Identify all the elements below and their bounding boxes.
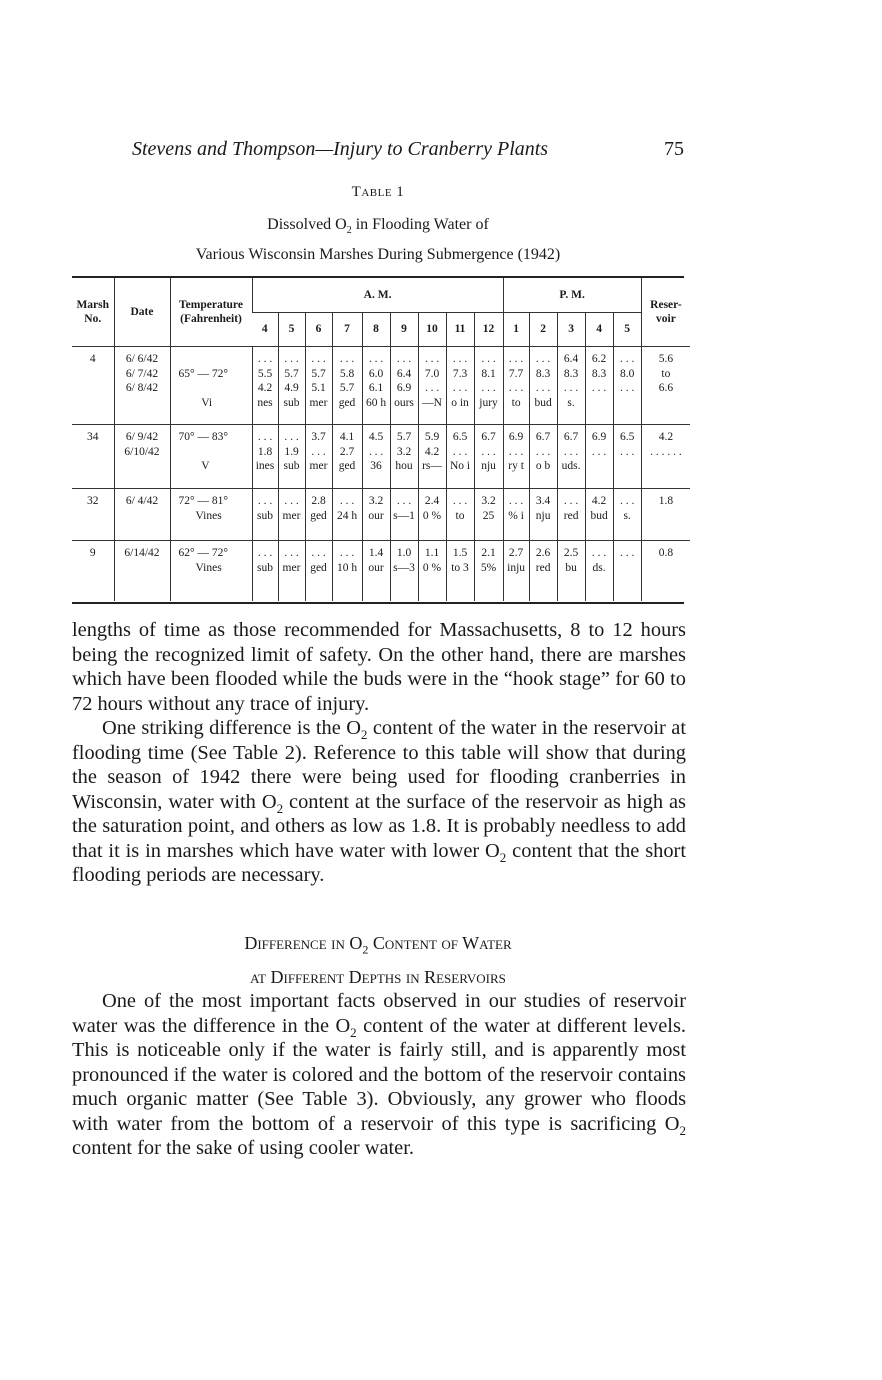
header-reservoir: Reser- voir xyxy=(641,278,690,347)
header-hour: 4 xyxy=(252,313,278,347)
caption-subscript: 2 xyxy=(346,225,352,237)
text-run: One striking difference is the O xyxy=(102,717,361,739)
oxygen-value-cell: 1.1 0 % xyxy=(418,541,446,601)
caption-text: Dissolved O xyxy=(267,216,347,233)
oxygen-value-cell: . . . 24 h xyxy=(332,489,362,541)
oxygen-value-cell: . . . sub xyxy=(252,541,278,601)
section-heading xyxy=(72,930,684,991)
oxygen-value-cell: . . . sub xyxy=(252,489,278,541)
heading-line-2: at Different Depths in Reservoirs xyxy=(250,966,506,987)
oxygen-value-cell: . . . 1.9 sub xyxy=(278,425,305,489)
temperature-cell: 70° — 83° V xyxy=(170,425,252,489)
table-row xyxy=(72,425,690,489)
oxygen-value-cell: 6.2 8.3 . . . xyxy=(585,347,613,425)
data-table xyxy=(72,278,690,601)
oxygen-value-cell: 2.5 bu xyxy=(557,541,585,601)
reservoir-cell: 1.8 xyxy=(641,489,690,541)
oxygen-value-cell: 3.7 . . . mer xyxy=(305,425,332,489)
date-cell: 6/ 6/42 6/ 7/42 6/ 8/42 xyxy=(114,347,170,425)
reservoir-cell: 4.2 . . . . . . xyxy=(641,425,690,489)
header-pm: P. M. xyxy=(503,278,641,313)
body-paragraph-3 xyxy=(72,989,686,1161)
oxygen-value-cell: . . . s—1 xyxy=(390,489,418,541)
oxygen-value-cell: 4.1 2.7 ged xyxy=(332,425,362,489)
oxygen-value-cell: 6.5 . . . xyxy=(613,425,641,489)
header-hour: 5 xyxy=(613,313,641,347)
oxygen-value-cell: . . . 10 h xyxy=(332,541,362,601)
reservoir-cell: 0.8 xyxy=(641,541,690,601)
text-run: content that the short flooding periods are necessary. xyxy=(72,839,686,886)
oxygen-value-cell: 5.7 3.2 hou xyxy=(390,425,418,489)
subscript: 2 xyxy=(499,849,507,865)
oxygen-value-cell: 1.0 s—3 xyxy=(390,541,418,601)
oxygen-value-cell: 3.2 25 xyxy=(474,489,503,541)
subscript: 2 xyxy=(362,942,369,957)
subscript: 2 xyxy=(360,727,368,743)
oxygen-value-cell: 3.4 nju xyxy=(529,489,557,541)
header-hour: 3 xyxy=(557,313,585,347)
oxygen-value-cell: . . . 1.8 ines xyxy=(252,425,278,489)
caption-line-2: Various Wisconsin Marshes During Submergence (1942) xyxy=(195,246,561,264)
oxygen-value-cell: 6.7 . . . o b xyxy=(529,425,557,489)
header-date: Date xyxy=(114,278,170,347)
caption-text: in Flooding Water of xyxy=(351,216,489,233)
oxygen-value-cell: 2.1 5% xyxy=(474,541,503,601)
oxygen-value-cell: 6.5 . . . No i xyxy=(446,425,474,489)
body-paragraphs xyxy=(72,618,686,888)
header-hour: 5 xyxy=(278,313,305,347)
caption-line-1 xyxy=(72,213,684,243)
oxygen-value-cell: . . . 8.0 . . . xyxy=(613,347,641,425)
header-marsh: Marsh No. xyxy=(76,298,110,325)
heading-text: Difference in O xyxy=(244,933,363,953)
table-row xyxy=(72,541,690,601)
oxygen-value-cell: 2.6 red xyxy=(529,541,557,601)
header-hour: 10 xyxy=(418,313,446,347)
oxygen-value-cell: 6.7 . . . nju xyxy=(474,425,503,489)
header-hour: 11 xyxy=(446,313,474,347)
oxygen-value-cell: 6.9 . . . ry t xyxy=(503,425,529,489)
oxygen-value-cell: . . . mer xyxy=(278,489,305,541)
oxygen-value-cell: . . . ged xyxy=(305,541,332,601)
oxygen-value-cell: . . . s. xyxy=(613,489,641,541)
page-number: 75 xyxy=(664,138,684,160)
temperature-cell: 65° — 72° Vi xyxy=(170,347,252,425)
table-body xyxy=(72,347,690,601)
oxygen-value-cell: . . . ds. xyxy=(585,541,613,601)
oxygen-value-cell: . . . to xyxy=(446,489,474,541)
table-label-text: Table 1 xyxy=(351,184,405,200)
header-am: A. M. xyxy=(252,278,503,313)
oxygen-value-cell: . . . 5.7 5.1 mer xyxy=(305,347,332,425)
temperature-cell: 72° — 81° Vines xyxy=(170,489,252,541)
paragraph-2 xyxy=(72,716,686,888)
marsh-number-cell: 32 xyxy=(72,489,114,541)
oxygen-value-cell: 3.2 our xyxy=(362,489,390,541)
oxygen-value-cell: 1.5 to 3 xyxy=(446,541,474,601)
text-run: content of the water in the reservoir at flooding time (See Table 2). Reference to this table will show that during the season of 1942 there were being used for flooding cranberries in Wisconsin, water with O xyxy=(72,717,686,813)
subscript: 2 xyxy=(350,1024,357,1040)
table-label xyxy=(72,184,684,201)
header-hour: 7 xyxy=(332,313,362,347)
oxygen-value-cell: . . . 5.8 5.7 ged xyxy=(332,347,362,425)
date-cell: 6/14/42 xyxy=(114,541,170,601)
header-hour: 12 xyxy=(474,313,503,347)
header-hour: 9 xyxy=(390,313,418,347)
marsh-number-cell: 9 xyxy=(72,541,114,601)
header-hour: 2 xyxy=(529,313,557,347)
oxygen-value-cell: . . . 7.3 . . . o in xyxy=(446,347,474,425)
header-temperature: Temperature (Fahrenheit) xyxy=(170,278,252,347)
oxygen-value-cell: 6.7 . . . uds. xyxy=(557,425,585,489)
oxygen-value-cell: . . . 7.7 . . . to xyxy=(503,347,529,425)
oxygen-value-cell: 2.7 inju xyxy=(503,541,529,601)
table-caption xyxy=(72,213,684,267)
date-cell: 6/ 4/42 xyxy=(114,489,170,541)
header-hour: 1 xyxy=(503,313,529,347)
oxygen-value-cell: 4.2 bud xyxy=(585,489,613,541)
heading-line-1 xyxy=(72,930,684,964)
marsh-number-cell: 34 xyxy=(72,425,114,489)
oxygen-value-cell: 1.4 our xyxy=(362,541,390,601)
paragraph-1: lengths of time as those recommended for Massachusetts, 8 to 12 hours being the recognized limit of safety. On the other hand, there are marshes which have been flooded while the buds were in the “hook stage” for 60 to 72 hours without any trace of injury. xyxy=(72,619,686,715)
header-hour: 4 xyxy=(585,313,613,347)
oxygen-value-cell: . . . 8.1 . . . jury xyxy=(474,347,503,425)
oxygen-value-cell: . . . xyxy=(613,541,641,601)
oxygen-value-cell: . . . mer xyxy=(278,541,305,601)
oxygen-value-cell: . . . 6.4 6.9 ours xyxy=(390,347,418,425)
oxygen-value-cell: . . . 6.0 6.1 60 h xyxy=(362,347,390,425)
header-hour: 8 xyxy=(362,313,390,347)
oxygen-value-cell: 2.8 ged xyxy=(305,489,332,541)
oxygen-value-cell: . . . 7.0 . . . —N xyxy=(418,347,446,425)
oxygen-value-cell: 6.9 . . . xyxy=(585,425,613,489)
oxygen-value-cell: . . . 5.7 4.9 sub xyxy=(278,347,305,425)
oxygen-value-cell: 5.9 4.2 rs— xyxy=(418,425,446,489)
subscript: 2 xyxy=(276,800,284,816)
table-row xyxy=(72,347,690,425)
temperature-cell: 62° — 72° Vines xyxy=(170,541,252,601)
heading-text: Content of Water xyxy=(368,933,512,953)
oxygen-value-cell: . . . red xyxy=(557,489,585,541)
marsh-number-cell: 4 xyxy=(72,347,114,425)
oxygen-value-cell: 4.5 . . . 36 xyxy=(362,425,390,489)
oxygen-value-cell: 2.4 0 % xyxy=(418,489,446,541)
text-run: One of the most important facts observed in our studies of reservoir water was the difference in the O xyxy=(72,990,686,1037)
oxygen-value-cell: 6.4 8.3 . . . s. xyxy=(557,347,585,425)
header-hour: 6 xyxy=(305,313,332,347)
subscript: 2 xyxy=(679,1122,686,1138)
paragraph-3 xyxy=(72,989,686,1161)
text-run: content of the water at different levels. This is noticeable only if the water is fairly still, and is apparently most pronounced if the water is colored and the bottom of the reservoir contains much organic matter (See Table 3). Obviously, any grower who floods with water from the bottom of a reservoir of this type is sacrificing O xyxy=(72,1014,686,1135)
text-run: content for the sake of using cooler water. xyxy=(72,1137,414,1159)
oxygen-value-cell: . . . 5.5 4.2 nes xyxy=(252,347,278,425)
table-row xyxy=(72,489,690,541)
data-table-wrapper xyxy=(72,276,684,604)
running-title: Stevens and Thompson—Injury to Cranberry Plants xyxy=(132,138,549,160)
date-cell: 6/ 9/42 6/10/42 xyxy=(114,425,170,489)
oxygen-value-cell: . . . 8.3 . . . bud xyxy=(529,347,557,425)
oxygen-value-cell: . . . % i xyxy=(503,489,529,541)
text-run: content at the surface of the reservoir as high as the saturation point, and others as low as 1.8. It is probably needless to add that it is in marshes which have water with lower O xyxy=(72,790,686,862)
reservoir-cell: 5.6 to 6.6 xyxy=(641,347,690,425)
